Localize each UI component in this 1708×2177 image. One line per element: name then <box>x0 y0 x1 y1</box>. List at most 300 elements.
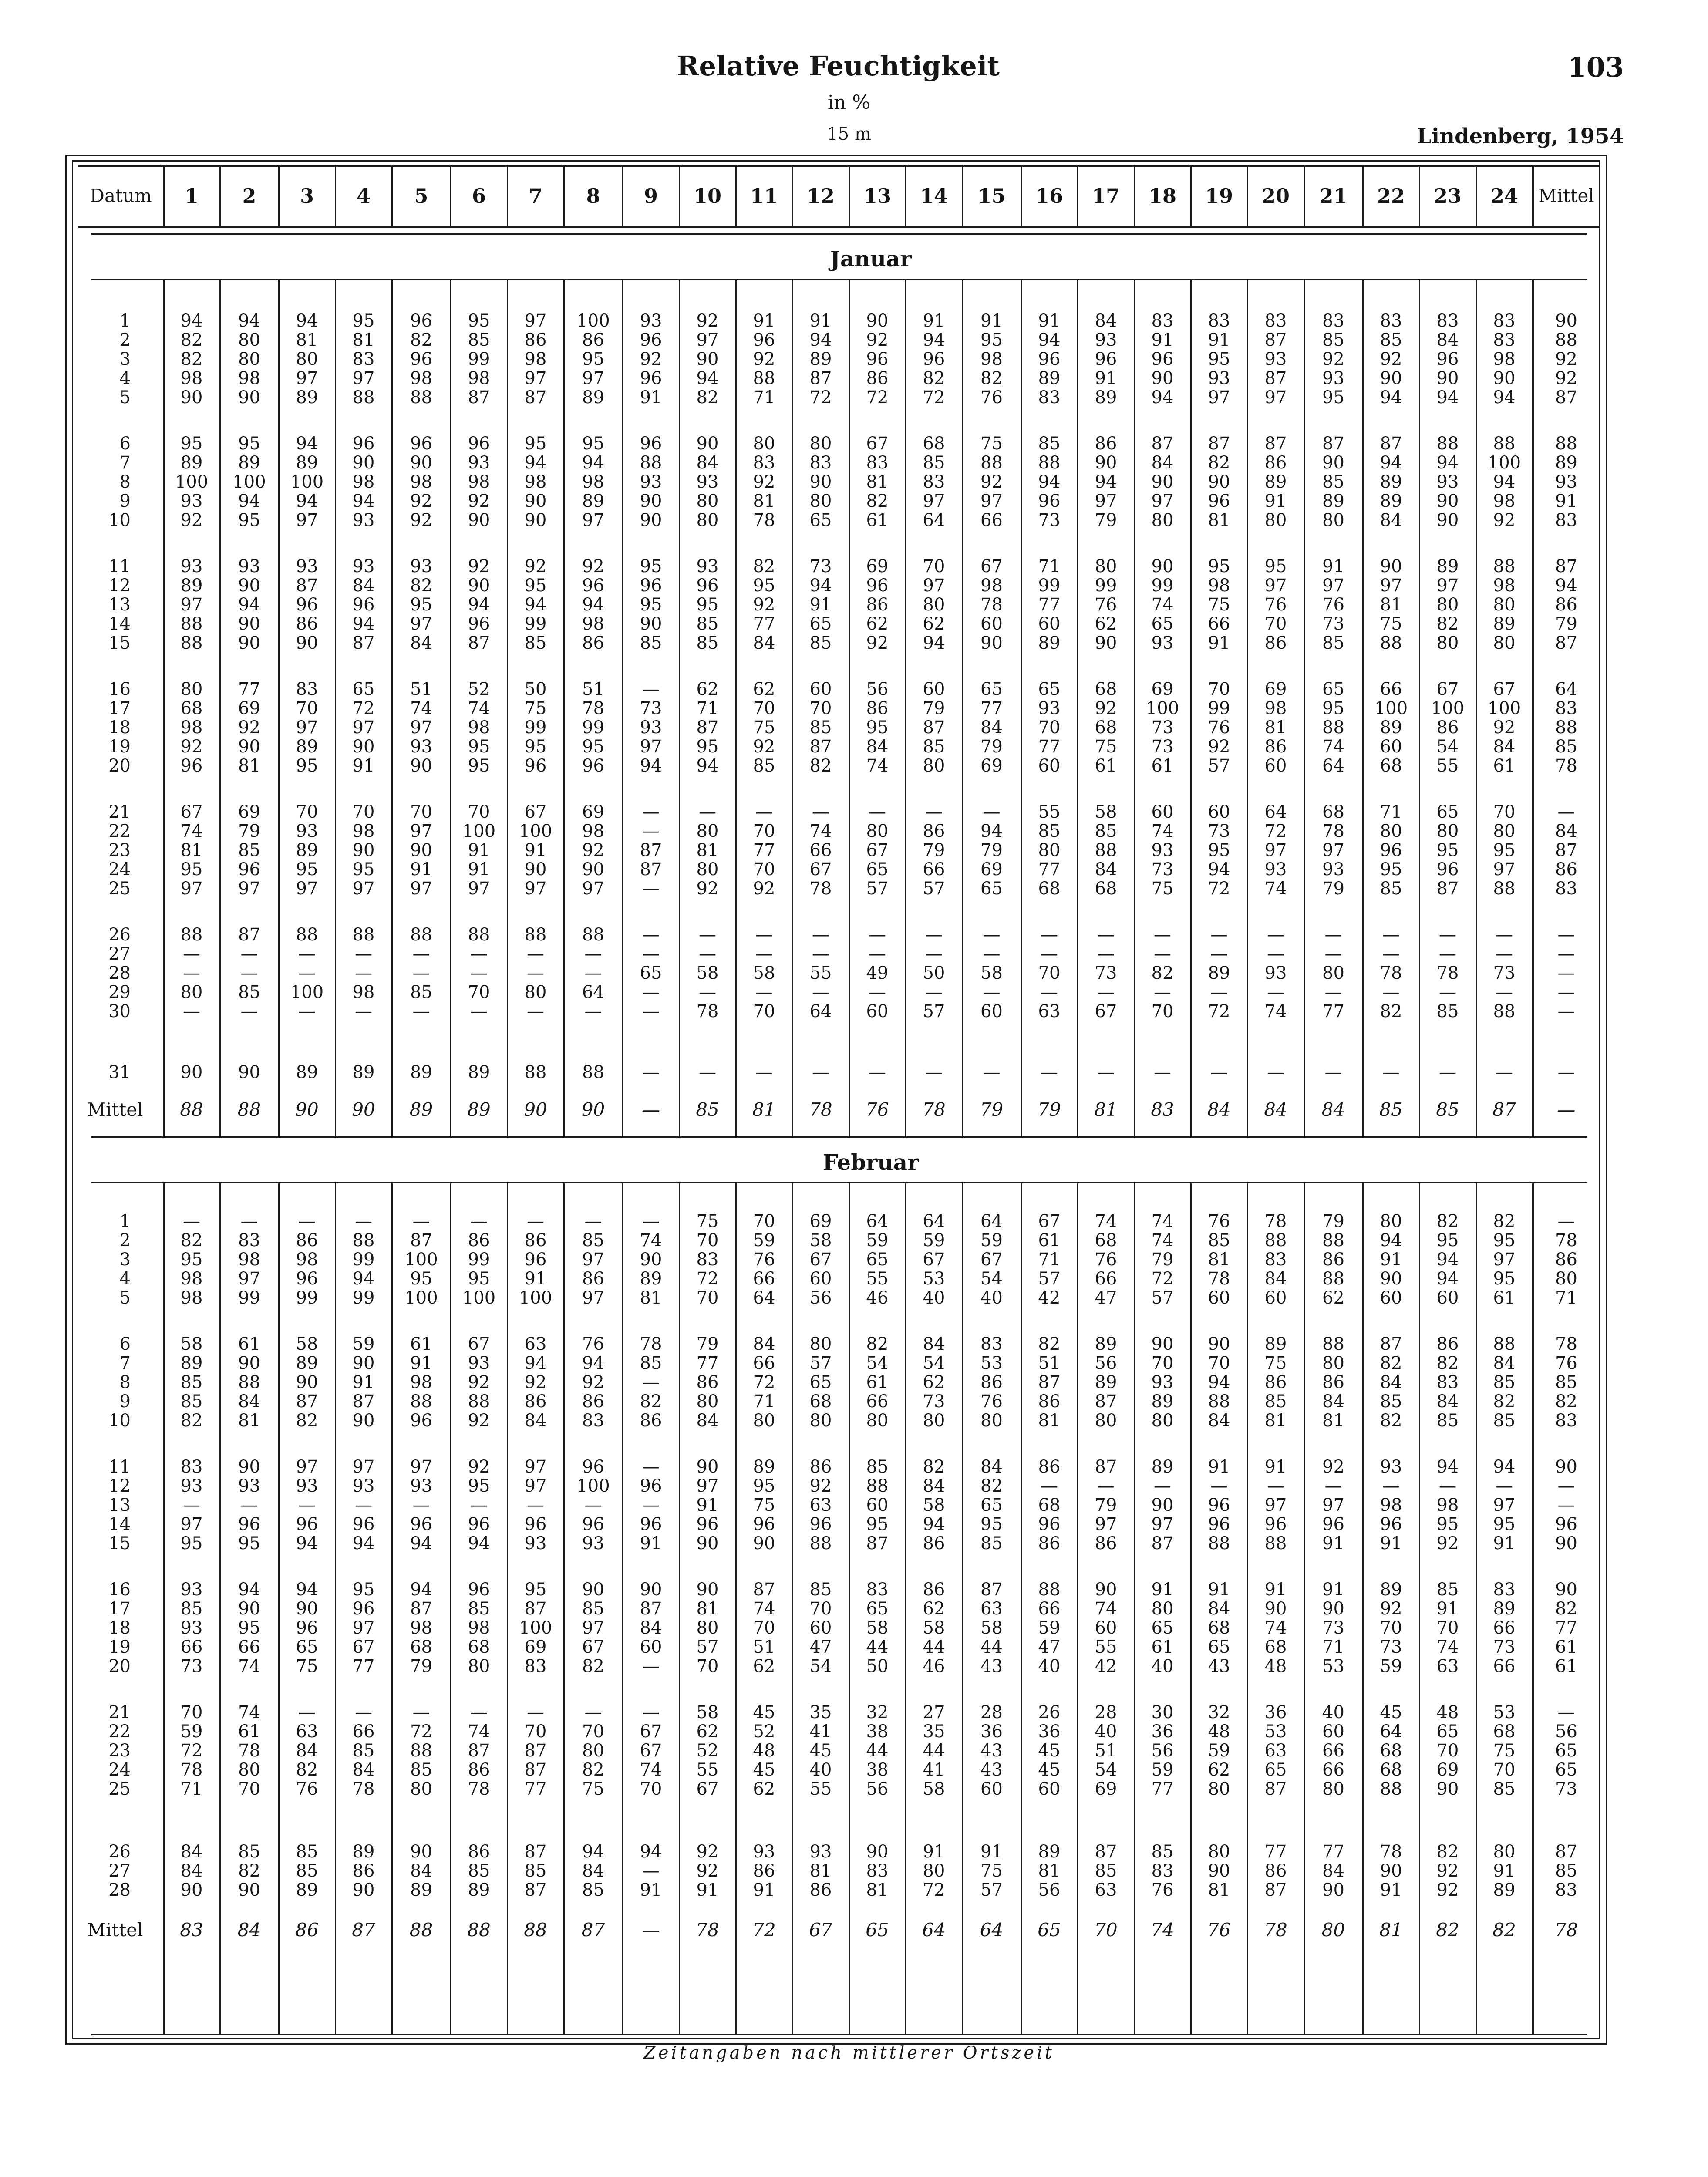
value-cell: 98 <box>468 472 490 492</box>
value-cell: — <box>470 1001 488 1021</box>
value-cell: — <box>642 879 660 899</box>
value-cell: 94 <box>1436 388 1459 408</box>
value-cell: 97 <box>352 1618 375 1638</box>
value-cell: 90 <box>1493 368 1516 388</box>
value-cell: 90 <box>1322 1599 1344 1619</box>
value-cell: 70 <box>923 556 945 576</box>
value-cell: 85 <box>1493 1372 1516 1392</box>
value-cell: 82 <box>582 1760 604 1780</box>
value-cell: 41 <box>923 1760 945 1780</box>
value-cell: 89 <box>180 453 203 473</box>
value-cell: 85 <box>296 1861 318 1881</box>
value-cell: — <box>755 982 773 1002</box>
value-cell: 98 <box>1493 349 1516 369</box>
day-label: 18 <box>108 718 131 738</box>
value-cell: 83 <box>352 349 375 369</box>
value-cell: — <box>240 1001 258 1021</box>
table-row <box>78 1513 1602 1535</box>
value-cell: 90 <box>1095 633 1117 653</box>
value-cell: 86 <box>1038 1392 1061 1412</box>
value-cell: 75 <box>1380 614 1402 634</box>
value-cell: 82 <box>1038 1334 1061 1354</box>
value-cell: 95 <box>524 576 547 596</box>
value-cell: 90 <box>696 434 719 454</box>
value-cell: 85 <box>809 633 832 653</box>
value-cell: 92 <box>1322 349 1344 369</box>
table-row <box>78 632 1602 654</box>
value-cell: 93 <box>809 1842 832 1862</box>
value-cell: 75 <box>753 718 775 738</box>
value-cell: 90 <box>468 510 490 530</box>
value-cell: — <box>527 963 544 983</box>
value-cell: 65 <box>640 963 662 983</box>
value-cell: 94 <box>1436 453 1459 473</box>
value-cell: 43 <box>980 1656 1003 1676</box>
value-cell: 84 <box>1095 311 1117 331</box>
value-cell: 91 <box>468 840 490 860</box>
value-cell: 91 <box>468 859 490 880</box>
value-cell: 87 <box>468 633 490 653</box>
value-cell: 92 <box>468 556 490 576</box>
value-cell: 90 <box>524 1099 547 1120</box>
value-cell: 60 <box>866 1495 889 1515</box>
value-cell: 98 <box>352 821 375 841</box>
value-cell: 93 <box>296 821 318 841</box>
value-cell: 96 <box>1038 349 1061 369</box>
value-cell: 80 <box>809 491 832 511</box>
value-cell: — <box>1557 1211 1575 1231</box>
value-cell: 69 <box>582 802 604 822</box>
value-cell: 83 <box>923 472 945 492</box>
value-cell: 70 <box>410 802 432 822</box>
value-cell: 95 <box>1322 698 1344 718</box>
value-cell: 42 <box>1038 1288 1061 1308</box>
value-cell: — <box>983 944 1001 964</box>
value-cell: 90 <box>410 840 432 860</box>
value-cell: 95 <box>696 737 719 757</box>
column-header: 21 <box>1319 184 1348 208</box>
value-cell: 77 <box>352 1656 375 1676</box>
value-cell: 45 <box>1380 1702 1402 1722</box>
value-cell: 93 <box>468 1353 490 1373</box>
value-cell: — <box>812 802 829 822</box>
value-cell: 90 <box>1208 1334 1230 1354</box>
value-cell: 76 <box>1208 1211 1230 1231</box>
value-cell: 81 <box>866 1880 889 1900</box>
value-cell: 80 <box>1493 1842 1516 1862</box>
value-cell: 65 <box>1151 614 1174 634</box>
value-cell: 87 <box>1555 840 1577 860</box>
table-row <box>78 1598 1602 1620</box>
value-cell: 92 <box>809 1476 832 1496</box>
table-row <box>78 1001 1602 1022</box>
value-cell: 67 <box>809 859 832 880</box>
value-cell: 92 <box>1555 349 1577 369</box>
day-label: 11 <box>108 556 131 576</box>
value-cell: 63 <box>1264 1741 1287 1761</box>
value-cell: 94 <box>582 1353 604 1373</box>
value-cell: 62 <box>1208 1760 1230 1780</box>
value-cell: — <box>183 1211 200 1231</box>
value-cell: 86 <box>1555 859 1577 880</box>
value-cell: 88 <box>1038 453 1061 473</box>
value-cell: 100 <box>1487 453 1521 473</box>
value-cell: 85 <box>640 633 662 653</box>
value-cell: 82 <box>1380 1411 1402 1431</box>
value-cell: 97 <box>1095 491 1117 511</box>
value-cell: — <box>755 1062 773 1082</box>
value-cell: 96 <box>1380 1514 1402 1534</box>
value-cell: — <box>642 1211 660 1231</box>
value-cell: 86 <box>582 633 604 653</box>
value-cell: 77 <box>1322 1001 1344 1021</box>
value-cell: 86 <box>1038 1533 1061 1554</box>
value-cell: 67 <box>980 556 1003 576</box>
value-cell: 72 <box>1208 879 1230 899</box>
value-cell: 70 <box>1436 1741 1459 1761</box>
value-cell: — <box>925 802 943 822</box>
value-cell: 50 <box>524 679 547 699</box>
value-cell: 96 <box>1436 859 1459 880</box>
value-cell: — <box>1097 944 1115 964</box>
value-cell: 70 <box>468 982 490 1002</box>
value-cell: 83 <box>582 1411 604 1431</box>
value-cell: 85 <box>696 633 719 653</box>
value-cell: 96 <box>1322 1514 1344 1534</box>
value-cell: 89 <box>582 388 604 408</box>
value-cell: 96 <box>866 349 889 369</box>
value-cell: — <box>699 944 716 964</box>
table-row <box>78 1372 1602 1393</box>
value-cell: 60 <box>1095 1618 1117 1638</box>
value-cell: — <box>298 1211 316 1231</box>
value-cell: 95 <box>1208 556 1230 576</box>
value-cell: 87 <box>238 925 260 945</box>
value-cell: 51 <box>1095 1741 1117 1761</box>
value-cell: 57 <box>809 1353 832 1373</box>
value-cell: 81 <box>238 1411 260 1431</box>
value-cell: 60 <box>980 614 1003 634</box>
value-cell: 74 <box>1264 879 1287 899</box>
value-cell: 97 <box>524 311 547 331</box>
value-cell: 85 <box>1436 1099 1459 1120</box>
value-cell: 80 <box>1151 510 1174 530</box>
value-cell: 93 <box>640 311 662 331</box>
value-cell: — <box>584 1211 602 1231</box>
value-cell: 93 <box>1264 349 1287 369</box>
value-cell: 98 <box>410 368 432 388</box>
column-header: 3 <box>300 184 314 208</box>
value-cell: — <box>470 1495 488 1515</box>
value-cell: 85 <box>1436 1411 1459 1431</box>
value-cell: 96 <box>524 756 547 776</box>
value-cell: 52 <box>696 1741 719 1761</box>
value-cell: 46 <box>923 1656 945 1676</box>
value-cell: 92 <box>753 595 775 615</box>
value-cell: 59 <box>1151 1760 1174 1780</box>
value-cell: 83 <box>1038 388 1061 408</box>
value-cell: 63 <box>296 1722 318 1742</box>
value-cell: 92 <box>980 472 1003 492</box>
value-cell: 97 <box>1095 1514 1117 1534</box>
value-cell: 62 <box>923 614 945 634</box>
value-cell: 78 <box>1264 1919 1287 1941</box>
value-cell: 90 <box>238 1599 260 1619</box>
value-cell: 98 <box>1493 576 1516 596</box>
day-label: 2 <box>119 1230 131 1250</box>
value-cell: — <box>812 1062 829 1082</box>
table-row <box>78 594 1602 616</box>
value-cell: 66 <box>866 1392 889 1412</box>
value-cell: 84 <box>1555 821 1577 841</box>
value-cell: 73 <box>1095 963 1117 983</box>
value-cell: 45 <box>753 1702 775 1722</box>
value-cell: — <box>1496 944 1513 964</box>
value-cell: — <box>1210 982 1228 1002</box>
value-cell: — <box>755 802 773 822</box>
value-cell: 91 <box>1322 1580 1344 1600</box>
value-cell: 88 <box>1555 434 1577 454</box>
day-label: 8 <box>119 1372 131 1392</box>
value-cell: 96 <box>640 368 662 388</box>
value-cell: 69 <box>1436 1760 1459 1780</box>
value-cell: 86 <box>1555 595 1577 615</box>
value-cell: 75 <box>1264 1353 1287 1373</box>
value-cell: 97 <box>410 614 432 634</box>
value-cell: — <box>584 944 602 964</box>
value-cell: 85 <box>1380 1392 1402 1412</box>
value-cell: 88 <box>1038 1580 1061 1600</box>
value-cell: — <box>699 982 716 1002</box>
value-cell: 62 <box>753 1656 775 1676</box>
value-cell: 58 <box>753 963 775 983</box>
value-cell: 83 <box>1264 311 1287 331</box>
value-cell: 80 <box>923 756 945 776</box>
table-row <box>78 329 1602 351</box>
value-cell: 71 <box>180 1779 203 1799</box>
value-cell: 85 <box>180 1599 203 1619</box>
value-cell: 91 <box>352 1372 375 1392</box>
value-cell: 32 <box>866 1702 889 1722</box>
value-cell: 86 <box>468 1230 490 1250</box>
value-cell: 82 <box>1151 963 1174 983</box>
value-cell: 95 <box>524 1580 547 1600</box>
value-cell: 83 <box>1493 311 1516 331</box>
day-label: 3 <box>119 349 131 369</box>
value-cell: — <box>1557 1099 1576 1120</box>
value-cell: 80 <box>1322 963 1344 983</box>
value-cell: 61 <box>1095 756 1117 776</box>
value-cell: — <box>527 1495 544 1515</box>
value-cell: 90 <box>1436 491 1459 511</box>
value-cell: — <box>642 1495 660 1515</box>
day-label: 9 <box>119 1392 131 1412</box>
value-cell: 61 <box>1555 1656 1577 1676</box>
value-cell: 87 <box>410 1599 432 1619</box>
value-cell: 89 <box>809 349 832 369</box>
value-cell: 74 <box>1264 1618 1287 1638</box>
value-cell: 28 <box>1095 1702 1117 1722</box>
value-cell: 100 <box>1487 698 1521 718</box>
table-row <box>78 1410 1602 1432</box>
value-cell: 100 <box>404 1288 438 1308</box>
value-cell: 78 <box>922 1099 946 1120</box>
value-cell: 91 <box>1208 1580 1230 1600</box>
month-title-januar: Januar <box>830 246 912 272</box>
value-cell: 95 <box>1380 859 1402 880</box>
value-cell: 89 <box>410 1062 432 1082</box>
value-cell: 84 <box>923 1476 945 1496</box>
value-cell: 65 <box>980 679 1003 699</box>
value-cell: — <box>869 1062 886 1082</box>
value-cell: 92 <box>582 1372 604 1392</box>
day-label: 28 <box>108 1880 131 1900</box>
table-row <box>78 310 1602 332</box>
column-header: 7 <box>528 184 542 208</box>
day-label: 28 <box>108 963 131 983</box>
value-cell: 97 <box>1208 388 1230 408</box>
value-cell: 92 <box>753 349 775 369</box>
value-cell: 71 <box>753 1392 775 1412</box>
value-cell: 96 <box>1208 1514 1230 1534</box>
value-cell: 95 <box>980 1514 1003 1534</box>
value-cell: 96 <box>1555 1514 1577 1534</box>
value-cell: — <box>642 1062 660 1082</box>
value-cell: 90 <box>1095 453 1117 473</box>
value-cell: 96 <box>696 576 719 596</box>
value-cell: 74 <box>1151 595 1174 615</box>
value-cell: 77 <box>1264 1842 1287 1862</box>
value-cell: 85 <box>410 1760 432 1780</box>
value-cell: 97 <box>1151 1514 1174 1534</box>
value-cell: 92 <box>468 1457 490 1477</box>
value-cell: 91 <box>1493 1533 1516 1554</box>
value-cell: 97 <box>1493 859 1516 880</box>
value-cell: 73 <box>923 1392 945 1412</box>
value-cell: 94 <box>296 491 318 511</box>
value-cell: 40 <box>923 1288 945 1308</box>
value-cell: 100 <box>404 1250 438 1270</box>
value-cell: 85 <box>582 1880 604 1900</box>
value-cell: 70 <box>1038 963 1061 983</box>
value-cell: 66 <box>180 1637 203 1657</box>
table-row <box>78 1759 1602 1781</box>
value-cell: 92 <box>696 1861 719 1881</box>
value-cell: 97 <box>1436 576 1459 596</box>
value-cell: 76 <box>1208 718 1230 738</box>
value-cell: 95 <box>753 576 775 596</box>
value-cell: 65 <box>1208 1637 1230 1657</box>
value-cell: — <box>1382 982 1400 1002</box>
table-row <box>78 1702 1602 1723</box>
value-cell: 93 <box>180 1618 203 1638</box>
value-cell: 82 <box>410 330 432 350</box>
value-cell: 65 <box>352 679 375 699</box>
value-cell: 90 <box>238 633 260 653</box>
value-cell: 85 <box>238 840 260 860</box>
value-cell: — <box>699 802 716 822</box>
value-cell: 60 <box>809 679 832 699</box>
value-cell: — <box>812 925 829 945</box>
table-row <box>78 962 1602 984</box>
table-row <box>78 556 1602 577</box>
value-cell: 94 <box>410 1533 432 1554</box>
value-cell: 78 <box>1555 1334 1577 1354</box>
value-cell: 68 <box>468 1637 490 1657</box>
value-cell: 90 <box>296 1599 318 1619</box>
day-label: 16 <box>108 1580 131 1600</box>
day-label: 27 <box>108 944 131 964</box>
value-cell: 71 <box>1555 1288 1577 1308</box>
value-cell: 77 <box>524 1779 547 1799</box>
value-cell: 88 <box>468 925 490 945</box>
value-cell: 95 <box>582 737 604 757</box>
value-cell: 78 <box>238 1741 260 1761</box>
value-cell: 67 <box>696 1779 719 1799</box>
value-cell: 96 <box>352 1514 375 1534</box>
value-cell: 70 <box>296 802 318 822</box>
value-cell: 94 <box>180 311 203 331</box>
value-cell: 79 <box>1151 1250 1174 1270</box>
value-cell: 97 <box>582 1288 604 1308</box>
value-cell: 97 <box>524 1476 547 1496</box>
value-cell: 84 <box>1380 510 1402 530</box>
value-cell: 97 <box>352 368 375 388</box>
value-cell: 81 <box>809 1861 832 1881</box>
value-cell: 94 <box>238 1580 260 1600</box>
value-cell: 89 <box>238 453 260 473</box>
value-cell: 77 <box>1322 1842 1344 1862</box>
value-cell: — <box>812 944 829 964</box>
value-cell: 99 <box>582 718 604 738</box>
value-cell: 67 <box>468 1334 490 1354</box>
value-cell: 79 <box>410 1656 432 1676</box>
value-cell: — <box>1267 982 1284 1002</box>
value-cell: 82 <box>1436 1211 1459 1231</box>
value-cell: 95 <box>1436 840 1459 860</box>
value-cell: — <box>1496 925 1513 945</box>
value-cell: 58 <box>980 1618 1003 1638</box>
value-cell: 87 <box>1380 434 1402 454</box>
value-cell: 85 <box>1322 330 1344 350</box>
column-header: 8 <box>586 184 600 208</box>
value-cell: 69 <box>866 556 889 576</box>
table-row <box>78 717 1602 738</box>
value-cell: 44 <box>866 1637 889 1657</box>
value-cell: 66 <box>1208 614 1230 634</box>
value-cell: 80 <box>410 1779 432 1799</box>
value-cell: 74 <box>468 1722 490 1742</box>
value-cell: 48 <box>1436 1702 1459 1722</box>
value-cell: — <box>642 1861 660 1881</box>
table-row <box>78 367 1602 389</box>
value-cell: 85 <box>1380 879 1402 899</box>
value-cell: 94 <box>468 595 490 615</box>
value-cell: 87 <box>753 1580 775 1600</box>
value-cell: 91 <box>696 1880 719 1900</box>
value-cell: 58 <box>696 1702 719 1722</box>
column-header: 11 <box>750 184 778 208</box>
value-cell: 85 <box>468 1861 490 1881</box>
value-cell: 43 <box>980 1760 1003 1780</box>
value-cell: 87 <box>524 1760 547 1780</box>
value-cell: 94 <box>696 368 719 388</box>
value-cell: 97 <box>923 576 945 596</box>
value-cell: 87 <box>524 1599 547 1619</box>
value-cell: 99 <box>1151 576 1174 596</box>
value-cell: 97 <box>1151 491 1174 511</box>
value-cell: 81 <box>1208 510 1230 530</box>
